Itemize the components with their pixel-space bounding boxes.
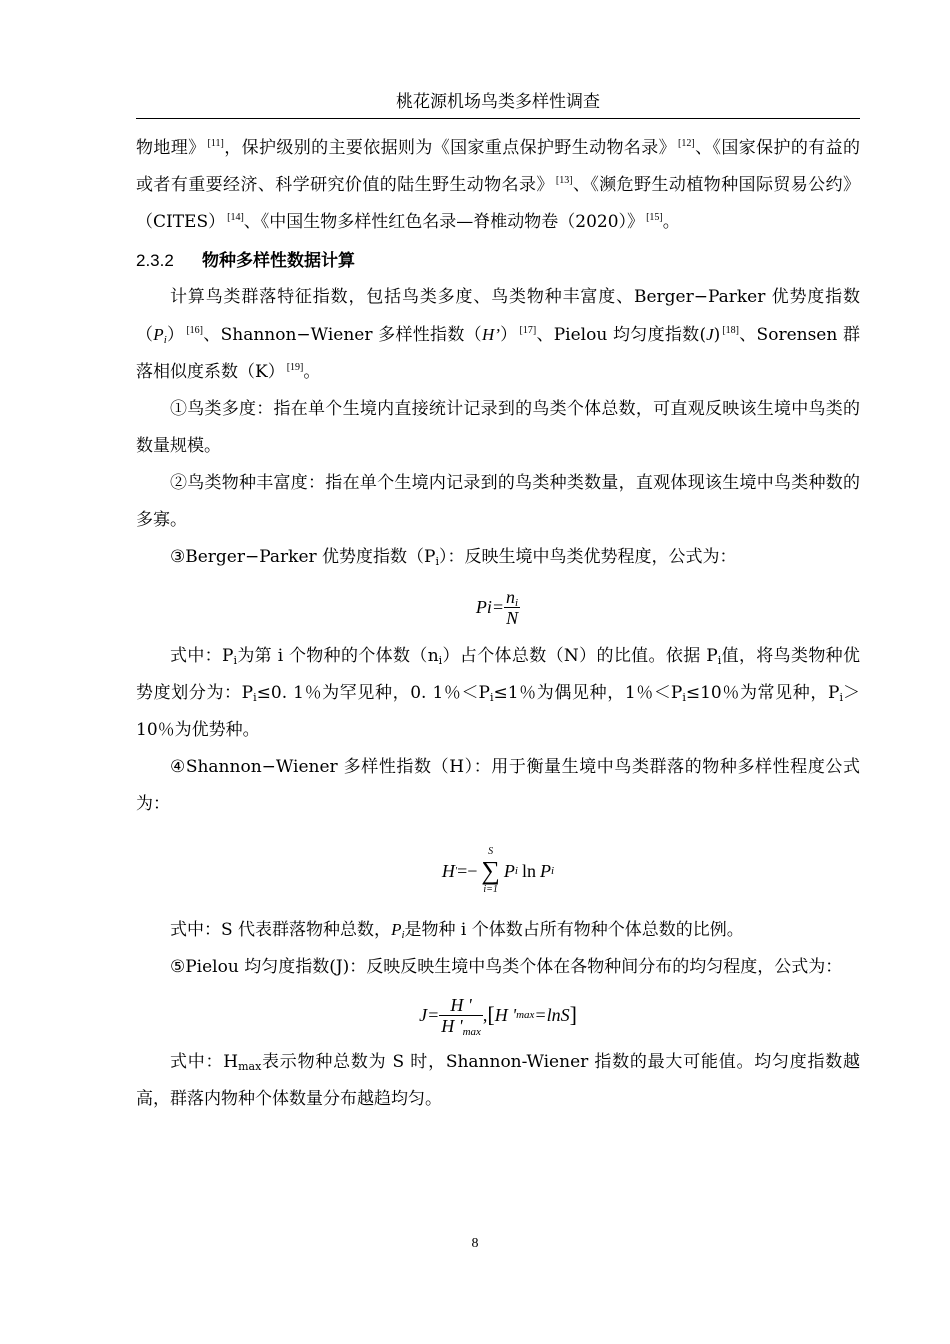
symbol: H’ — [481, 325, 500, 344]
text-run: 式中：H — [170, 1052, 239, 1072]
text-run: 是物种 i 个体数占所有物种个体总数的比例。 — [404, 920, 744, 940]
text-run: ） — [166, 325, 185, 345]
formula-shannon-wiener: H ' =− S ∑ i=1 P i ln P i — [441, 846, 555, 895]
citation: [13] — [555, 175, 573, 186]
citation: [11] — [207, 138, 224, 149]
symbol: P — [153, 325, 164, 344]
text-run: ≤0. 1％为罕见种，0. 1％＜P — [256, 683, 490, 703]
section-title: 物种多样性数据计算 — [202, 251, 355, 271]
running-header: 桃花源机场鸟类多样性调查 — [396, 92, 600, 112]
text-run: ≤10％为常见种，P — [685, 683, 840, 703]
denominator — [439, 1016, 483, 1036]
citation: [12] — [678, 138, 695, 149]
numerator: H ' — [439, 995, 483, 1016]
equals-lns: =lnS — [534, 1004, 570, 1025]
subscript: max — [462, 1025, 481, 1038]
subscript: i — [515, 596, 519, 609]
formula-pielou: J= $\frac{H '}{H '_{max}}$ , [ H ' max =lnS ] — [419, 994, 577, 1038]
comma: , — [482, 1004, 488, 1025]
section-heading — [136, 243, 860, 279]
text-run: 计算鸟类群落特征指数，包括鸟类多度、鸟类物种丰富度、Berger−Parker 优势度指数（ — [136, 287, 860, 345]
item-abundance: ①鸟类多度：指在单个生境内直接统计记录到的鸟类个体总数，可直观反映该生境中鸟类的数量规模。 — [136, 399, 860, 456]
subscript: i — [717, 654, 722, 667]
text-run: ）占个体总数（N）的比值。依据 P — [442, 646, 718, 666]
term-p: P — [540, 860, 551, 881]
subscript: i — [253, 691, 257, 704]
text-run: 、《中国生物多样性红色名录—脊椎动物卷（2020）》 — [243, 212, 645, 232]
symbol: P — [391, 920, 402, 939]
equals-minus: =− — [457, 860, 478, 881]
formula-berger-parker — [136, 576, 860, 638]
text-run: 、Shannon−Wiener 多样性指数（ — [203, 325, 482, 345]
text-run: ＞10％为优势种。 — [136, 683, 860, 740]
text-run: 、《濒危野生动植物种国际贸易公约》（CITES） — [136, 175, 861, 232]
paragraph-indices — [136, 279, 860, 391]
intro-paragraph — [136, 130, 860, 241]
numerator — [504, 587, 520, 608]
formula-lhs: J= — [419, 1004, 440, 1025]
text-run: 为第 i 个物种的个体数（n — [237, 646, 439, 666]
item-shannon-wiener: ④Shannon−Wiener 多样性指数（H）：用于衡量生境中鸟类群落的物种多样性程度公式为： — [136, 757, 860, 814]
page-body — [136, 130, 860, 1118]
term-p: P — [503, 860, 515, 881]
subscript: i — [839, 691, 843, 704]
item-richness: ②鸟类物种丰富度：指在单个生境内记录到的鸟类种类数量，直观体现该生境中鸟类种数的多寡。 — [136, 473, 860, 530]
citation: [17] — [519, 325, 537, 336]
subscript: i — [233, 654, 237, 667]
page-number: 8 — [471, 1236, 479, 1251]
prime: ' — [454, 865, 458, 877]
text-run: 、《国家保护的有益的或者有重要经济、科学研究价值的陆生野生动物名录》 — [136, 138, 861, 195]
text-run: 、Sorensen 群落相似度系数（K） — [136, 325, 861, 382]
citation: [14] — [227, 212, 244, 223]
formula-lhs: Pi= — [475, 596, 505, 617]
text-run: 。 — [662, 212, 680, 232]
text-run: 物地理》 — [136, 138, 206, 158]
sum-upper-limit: S — [488, 846, 494, 857]
denominator-symbol: H ' — [441, 1015, 463, 1036]
text-run: 、Pielou 均匀度指数( — [536, 325, 707, 345]
fraction — [504, 587, 520, 628]
ln-operator: ln — [521, 860, 536, 881]
formula-lhs: H — [441, 860, 455, 881]
explain-berger-parker — [136, 638, 860, 749]
symbol: J — [706, 325, 714, 344]
subscript: i — [682, 691, 686, 704]
citation: [18] — [722, 325, 739, 336]
subscript: i — [401, 929, 405, 941]
explain-shannon-wiener — [136, 911, 860, 949]
subscript: i — [438, 654, 443, 667]
subscript: i — [435, 555, 440, 568]
section-number: 2.3.2 — [136, 251, 174, 270]
text-run: 。 — [303, 362, 321, 382]
text-run: ) — [713, 325, 721, 345]
numerator-symbol: n — [506, 586, 516, 607]
text-run: ③Berger−Parker 优势度指数（P — [170, 547, 436, 567]
subscript: i — [489, 691, 494, 704]
text-run: ） — [499, 325, 518, 345]
text-run: ）：反映生境中鸟类优势程度，公式为： — [439, 547, 737, 567]
subscript: i — [163, 334, 167, 346]
item-berger-parker — [136, 539, 860, 576]
text-run: 值，将鸟类物种优势度划分为：P — [136, 646, 861, 703]
subscript: max — [238, 1060, 262, 1073]
text-run: 式中：S 代表群落物种总数， — [170, 920, 392, 940]
text-run: 式中：P — [170, 646, 234, 666]
text-run: 表示物种总数为 S 时，Shannon-Wiener 指数的最大可能值。均匀度指数越高，群落内物种个体数量分布越趋均匀。 — [136, 1052, 860, 1109]
text-run: ≤1％为偶见种，1％＜P — [493, 683, 683, 703]
right-bracket: ] — [569, 1002, 577, 1027]
sum-lower-limit: i=1 — [483, 884, 498, 895]
explain-pielou — [136, 1044, 860, 1118]
h-prime: H ' — [494, 1004, 517, 1025]
fraction — [439, 995, 483, 1036]
header-rule — [136, 118, 860, 119]
denominator: N — [506, 607, 519, 628]
item-pielou: ⑤Pielou 均匀度指数(J)：反映反映生境中鸟类个体在各物种间分布的均匀程度，公式为： — [170, 957, 843, 977]
citation: [19] — [286, 362, 304, 373]
citation: [15] — [646, 212, 663, 223]
summation — [481, 846, 500, 896]
citation: [16] — [186, 325, 204, 336]
text-run: ，保护级别的主要依据则为《国家重点保护野生动物名录》 — [223, 138, 677, 158]
sigma-symbol: ∑ — [481, 856, 500, 885]
left-bracket: [ — [487, 1002, 495, 1027]
